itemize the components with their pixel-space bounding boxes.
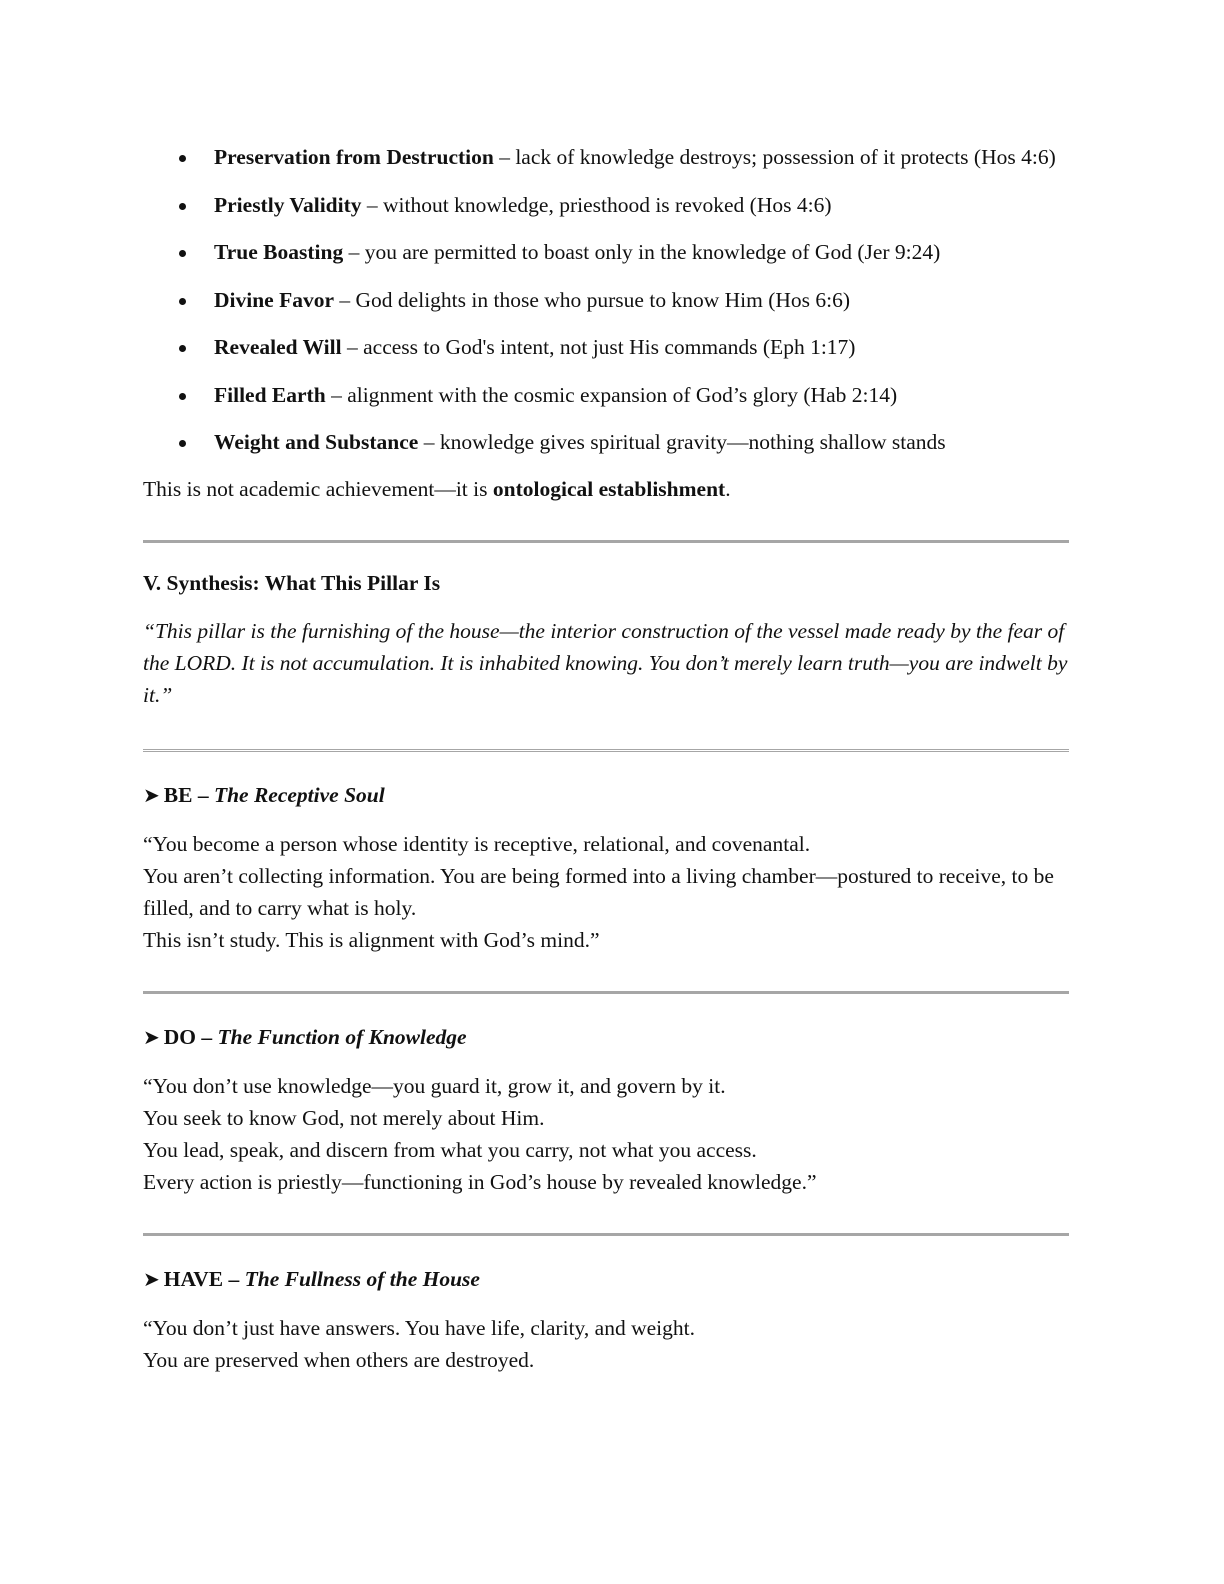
closing-period: .: [725, 477, 731, 501]
list-item-term: Divine Favor: [214, 287, 335, 312]
have-subtitle: The Fullness of the House: [244, 1266, 480, 1291]
list-item-text: – without knowledge, priesthood is revoked (Hos 4:6): [361, 192, 832, 217]
be-heading: [143, 779, 1069, 811]
list-item-term: Filled Earth: [214, 382, 326, 407]
list-item-term: Preservation from Destruction: [214, 145, 494, 169]
list-item-text: – alignment with the cosmic expansion of God’s glory (Hab 2:14): [325, 382, 898, 407]
have-line: You are preserved when others are destroyed.: [143, 1347, 535, 1372]
list-item-text: – you are permitted to boast only in the knowledge of God (Jer 9:24): [343, 240, 941, 264]
have-label: HAVE –: [163, 1266, 245, 1291]
list-item: [143, 331, 1069, 363]
section-divider: [143, 749, 1069, 750]
closing-statement: [143, 473, 1069, 505]
synthesis-quote: “This pillar is the furnishing of the house—the interior construction of the vessel made ready by the fear of the LORD. It is not accumulation. It is inhabited knowing. You don’t merely learn truth—you are indwelt by it.”: [143, 618, 1068, 707]
list-item-text: – God delights in those who pursue to know Him (Hos 6:6): [334, 287, 850, 312]
have-line: “You don’t just have answers. You have life, clarity, and weight.: [143, 1315, 695, 1340]
do-label: DO –: [163, 1024, 218, 1049]
section-divider: [143, 1233, 1069, 1236]
do-line: Every action is priestly—functioning in God’s house by revealed knowledge.”: [143, 1169, 817, 1194]
list-item-term: Revealed Will: [214, 335, 342, 359]
do-line: You seek to know God, not merely about Him.: [143, 1105, 545, 1130]
section-divider: [143, 540, 1069, 543]
list-item-term: True Boasting: [214, 240, 344, 264]
benefits-list: [143, 141, 1069, 458]
arrow-right-icon: ➤: [143, 782, 160, 807]
do-line: “You don’t use knowledge—you guard it, grow it, and govern by it.: [143, 1073, 726, 1098]
list-item-text: – lack of knowledge destroys; possession of it protects (Hos 4:6): [493, 145, 1056, 169]
section-divider: [143, 991, 1069, 994]
list-item-text: – knowledge gives spiritual gravity—nothing shallow stands: [418, 430, 946, 454]
be-body: [143, 828, 1069, 956]
do-line: You lead, speak, and discern from what you carry, not what you access.: [143, 1137, 757, 1162]
list-item: [143, 236, 1069, 268]
be-line: You aren’t collecting information. You are being formed into a living chamber—postured to receive, to be filled, and to carry what is holy.: [143, 863, 1054, 920]
closing-emphasis: ontological establishment: [492, 477, 726, 501]
do-heading: [143, 1021, 1069, 1053]
document-page: [143, 141, 1069, 1376]
do-body: [143, 1070, 1069, 1198]
be-label: BE –: [163, 782, 214, 807]
list-item: [143, 284, 1069, 316]
list-item-text: – access to God's intent, not just His commands (Eph 1:17): [341, 335, 856, 359]
arrow-right-icon: ➤: [143, 1266, 160, 1291]
closing-text: This is not academic achievement—it is: [143, 477, 493, 501]
have-heading: [143, 1263, 1069, 1295]
list-item: [143, 379, 1069, 411]
list-item: [143, 189, 1069, 221]
be-line: “You become a person whose identity is receptive, relational, and covenantal.: [143, 831, 811, 856]
list-item-term: Weight and Substance: [214, 430, 419, 454]
have-body: [143, 1312, 1069, 1376]
be-line: This isn’t study. This is alignment with God’s mind.”: [143, 927, 600, 952]
list-item: [143, 426, 1069, 458]
arrow-right-icon: ➤: [143, 1024, 160, 1049]
list-item-term: Priestly Validity: [214, 192, 362, 217]
do-subtitle: The Function of Knowledge: [217, 1024, 467, 1049]
synthesis-heading: V. Synthesis: What This Pillar Is: [143, 571, 441, 595]
be-subtitle: The Receptive Soul: [213, 782, 385, 807]
list-item: [143, 141, 1069, 173]
